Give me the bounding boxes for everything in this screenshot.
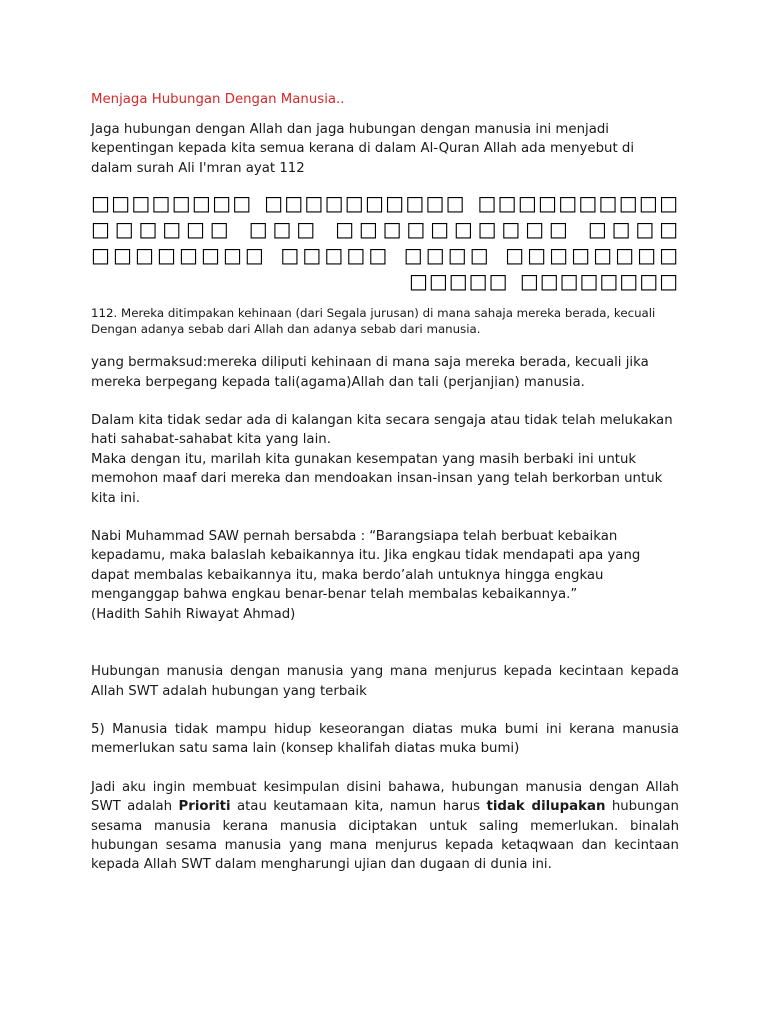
conclusion-bold-not-forgotten: tidak dilupakan <box>486 799 606 815</box>
conclusion-text-2: atau keutamaan kita, namun harus <box>230 799 487 815</box>
hadith-paragraph: Nabi Muhammad SAW pernah bersabda : “Barangsiapa telah berbuat kebaikan kepadamu, maka balaslah kebaikannya itu. Jika engkau tidak mendapati apa yang dapat membalas kebaikannya itu, maka berdo’alah untuknya hingga engkau menganggap bahwa engkau benar-benar telah membalas kebaikannya.” <box>91 529 641 603</box>
intro-paragraph: Jaga hubungan dengan Allah dan jaga hubungan dengan manusia ini menjadi kepentingan kepada kita semua kerana di dalam Al-Quran Allah ada menyebut di dalam surah Ali I'mran ayat 112 <box>91 122 635 176</box>
conclusion-bold-priority: Prioriti <box>178 799 231 815</box>
document-title: Menjaga Hubungan Dengan Manusia.. <box>91 92 345 107</box>
conclusion-text-3: hubungan sesama manusia kerana manusia diciptakan untuk saling memerlukan. binalah hubungan sesama manusia yang mana menjurus kepada ketaqwaan dan kecintaan kepada Allah SWT dalam mengharungi ujian dan dugaan di dunia ini. <box>91 799 679 873</box>
arabic-verse: □□□□□□□□ □□□□□□□□□□ □□□□□□□□□□ □□□□□□ □□□ □□□□□□□□□□ □□□□ □□□□□□□□ □□□□□ □□□□ □□□□□□□□ □□□□□ □□□□□□□□ <box>91 191 679 294</box>
spacer <box>91 508 679 527</box>
love-paragraph: Hubungan manusia dengan manusia yang mana menjurus kepada kecintaan kepada Allah SWT adalah hubungan yang terbaik <box>91 664 679 699</box>
spacer <box>91 624 679 662</box>
conclusion-text-1: Jadi aku ingin membuat kesimpulan disini bahawa, hubungan manusia dengan Allah SWT adalah <box>91 779 679 815</box>
verse-translation: 112. Mereka ditimpakan kehinaan (dari Segala jurusan) di mana sahaja mereka berada, kecuali Dengan adanya sebab dari Allah dan adanya sebab dari manusia. <box>91 306 656 336</box>
unaware-paragraph: Dalam kita tidak sedar ada di kalangan kita secara sengaja atau tidak telah melukakan hati sahabat-sahabat kita yang lain. <box>91 413 673 448</box>
forgive-paragraph: Maka dengan itu, marilah kita gunakan kesempatan yang masih berbaki ini untuk memohon maaf dari mereka dan mendoakan insan-insan yang telah berkorban untuk kita ini. <box>91 451 663 506</box>
point-5-paragraph: 5) Manusia tidak mampu hidup keseorangan diatas muka bumi ini kerana manusia memerlukan satu sama lain (konsep khalifah diatas muka bumi) <box>91 721 679 757</box>
conclusion-paragraph <box>91 778 679 875</box>
hadith-source: (Hadith Sahih Riwayat Ahmad) <box>91 606 296 622</box>
document-page <box>91 90 679 875</box>
meaning-paragraph: yang bermaksud:mereka diliputi kehinaan di mana saja mereka berada, kecuali jika mereka berpegang kepada tali(agama)Allah dan tali (perjanjian) manusia. <box>91 355 649 390</box>
spacer <box>91 392 679 411</box>
spacer <box>91 701 679 720</box>
spacer <box>91 759 679 778</box>
